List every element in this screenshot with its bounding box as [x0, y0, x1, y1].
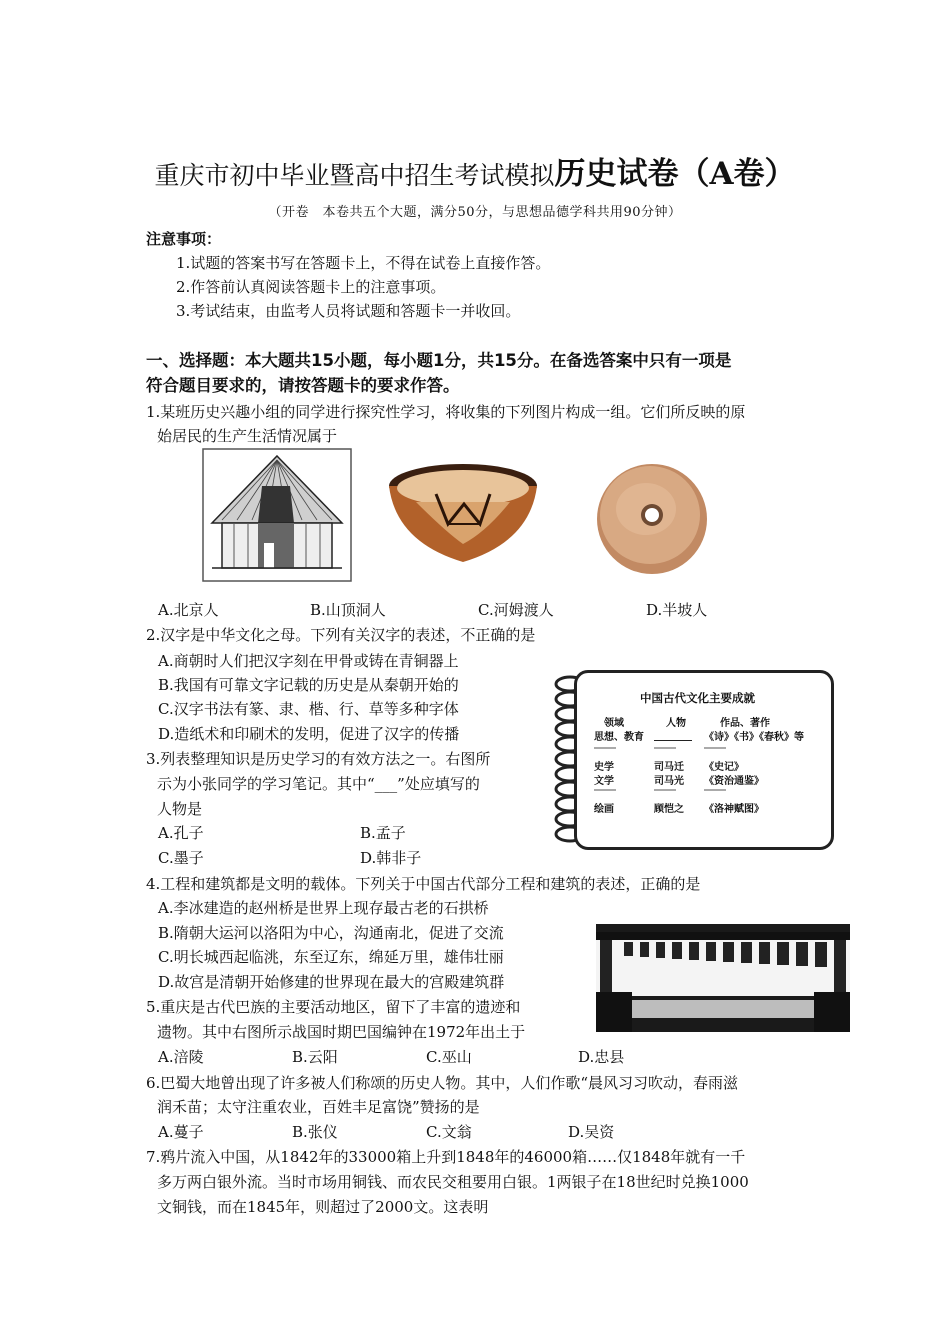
q4-option-b: B.隋朝大运河以洛阳为中心，沟通南北，促进了交流 [158, 924, 504, 942]
q1-option-b: B.山顶洞人 [310, 601, 386, 619]
section1-line1: 一、选择题：本大题共15小题，每小题1分，共15分。在备选答案中只有一项是 [146, 351, 732, 370]
bianzhong-bells-image [596, 924, 850, 1032]
notebook-row-work: 《洛神赋图》 [704, 804, 764, 815]
notice-item: 1.试题的答案书写在答题卡上，不得在试卷上直接作答。 [176, 254, 551, 272]
q2-option-c: C.汉字书法有篆、隶、楷、行、草等多种字体 [158, 700, 459, 718]
q4-stem: 4.工程和建筑都是文明的载体。下列关于中国古代部分工程和建筑的表述，正确的是 [146, 875, 701, 893]
q2-option-b: B.我国有可靠文字记载的历史是从秦朝开始的 [158, 676, 459, 694]
notebook-header-domain: 领域 [604, 718, 624, 729]
q3-option-b: B.孟子 [360, 824, 406, 842]
notebook-row-domain: 绘画 [594, 804, 614, 815]
notebook-row-person: 司马迁 [654, 762, 684, 773]
q4-option-d: D.故宫是清朝开始修建的世界现在最大的宫殿建筑群 [158, 973, 505, 991]
q7-stem-cont: 文铜钱，而在1845年，则超过了2000文。这表明 [157, 1198, 489, 1216]
q3-option-d: D.韩非子 [360, 849, 422, 867]
notebook-row-person: 顾恺之 [654, 804, 684, 815]
notebook-row-domain: 史学 [594, 762, 614, 773]
title-big: 历史试卷（A卷） [554, 156, 796, 192]
q7-stem-cont: 多万两白银外流。当时市场用铜钱、而农民交租要用白银。1两银子在18世纪时兑换1000 [157, 1173, 749, 1191]
notebook-row-work: 《诗》《书》《春秋》等 [704, 732, 804, 743]
q3-stem-cont: 示为小张同学的学习笔记。其中“___”处应填写的 [157, 775, 480, 793]
q3-option-c: C.墨子 [158, 849, 204, 867]
spindle-whorl-image [596, 459, 709, 576]
section1-line2: 符合题目要求的，请按答题卡的要求作答。 [146, 376, 460, 395]
q5-option-c: C.巫山 [426, 1048, 472, 1066]
notebook-row-work: 《资治通鉴》 [704, 776, 764, 787]
q6-stem: 6.巴蜀大地曾出现了许多被人们称颂的历史人物。其中，人们作歌“晨风习习吹动，春雨滋 [146, 1074, 738, 1092]
q2-option-a: A.商朝时人们把汉字刻在甲骨或铸在青铜器上 [158, 652, 459, 670]
q4-option-c: C.明长城西起临洮，东至辽东，绵延万里，雄伟壮丽 [158, 948, 504, 966]
notebook-row-work: 《史记》 [704, 762, 744, 773]
q1-option-a: A.北京人 [158, 601, 219, 619]
q1-stem: 1.某班历史兴趣小组的同学进行探究性学习，将收集的下列图片构成一组。它们所反映的原 [146, 403, 746, 421]
q6-option-c: C.文翁 [426, 1123, 472, 1141]
study-notebook [550, 668, 832, 850]
notebook-rules [550, 668, 832, 850]
notebook-header-works: 作品、著作 [720, 718, 770, 729]
q5-stem: 5.重庆是古代巴族的主要活动地区，留下了丰富的遗迹和 [146, 998, 521, 1016]
painted-bowl-image [386, 462, 540, 564]
q3-stem-cont: 人物是 [157, 800, 203, 818]
notice-item: 3.考试结束，由监考人员将试题和答题卡一并收回。 [176, 302, 521, 320]
page-title [0, 156, 950, 194]
q5-option-b: B.云阳 [292, 1048, 338, 1066]
notebook-row-domain: 思想、教育 [594, 732, 644, 743]
q1-stem-cont: 始居民的生产生活情况属于 [157, 427, 338, 445]
q6-option-d: D.吴资 [568, 1123, 615, 1141]
q2-option-d: D.造纸术和印刷术的发明，促进了汉字的传播 [158, 725, 460, 743]
q1-option-d: D.半坡人 [646, 601, 708, 619]
notebook-row-domain: 文学 [594, 776, 614, 787]
q6-option-b: B.张仪 [292, 1123, 338, 1141]
q2-stem: 2.汉字是中华文化之母。下列有关汉字的表述，不正确的是 [146, 626, 536, 644]
hut-image [202, 448, 352, 582]
notice-item: 2.作答前认真阅读答题卡上的注意事项。 [176, 278, 446, 296]
q5-option-d: D.忠县 [578, 1048, 625, 1066]
q6-option-a: A.蔓子 [158, 1123, 204, 1141]
q5-option-a: A.涪陵 [158, 1048, 204, 1066]
q3-stem: 3.列表整理知识是历史学习的有效方法之一。右图所 [146, 750, 491, 768]
q1-option-c: C.河姆渡人 [478, 601, 554, 619]
notice-heading: 注意事项： [146, 230, 222, 248]
notebook-title: 中国古代文化主要成就 [640, 691, 755, 705]
page-subtitle: （开卷 本卷共五个大题，满分50分，与思想品德学科共用90分钟） [268, 205, 682, 220]
q3-option-a: A.孔子 [158, 824, 204, 842]
q6-stem-cont: 润禾苗；太守注重农业，百姓丰足富饶”赞扬的是 [157, 1098, 480, 1116]
notebook-row-person: 司马光 [654, 776, 684, 787]
title-main: 重庆市初中毕业暨高中招生考试模拟 [154, 161, 555, 190]
q5-stem-cont: 遗物。其中右图所示战国时期巴国编钟在1972年出土于 [157, 1023, 526, 1041]
notebook-header-person: 人物 [666, 718, 686, 729]
q4-option-a: A.李冰建造的赵州桥是世界上现存最古老的石拱桥 [158, 899, 489, 917]
q7-stem: 7.鸦片流入中国，从1842年的33000箱上升到1848年的46000箱……仅1848年就有一千 [146, 1148, 746, 1166]
